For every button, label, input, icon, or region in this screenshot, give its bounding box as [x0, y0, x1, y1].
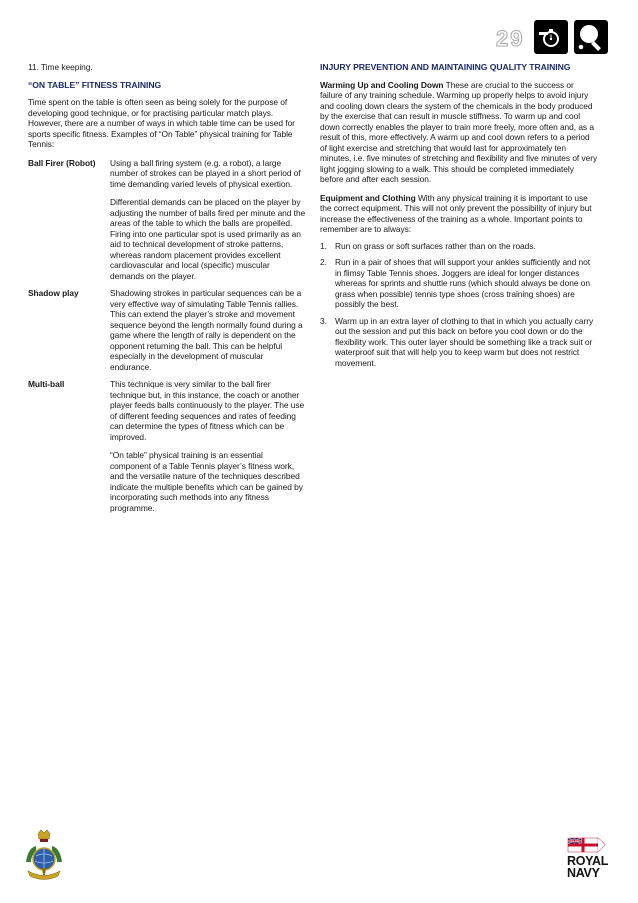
- page-number: 29: [496, 26, 525, 51]
- injury-prevention-heading: INJURY PREVENTION AND MAINTAINING QUALITY TRAINING: [320, 62, 571, 72]
- list-text: Warm up in an extra layer of clothing to that in which you actually carry out the session and put this back on before you cool down or do the flexibility work. This outer layer should be something like a track suit or waterproof suit that will help you to keep warm but does not restrict movement.: [335, 315, 594, 368]
- equipment-points-list: [320, 241, 598, 369]
- warmup-paragraph: [320, 80, 598, 185]
- list-number: 1.: [320, 240, 327, 251]
- stopwatch-icon: [534, 20, 568, 54]
- equipment-title: Equipment and Clothing: [320, 192, 416, 203]
- list-number: 2.: [320, 257, 327, 267]
- list-text: Run in a pair of shoes that will support your ankles sufficiently and not in flimsy Table Tennis shoes. Joggers are ideal for longer distances whereas for sprints and shuttle runs (which should always be done on grass when possible) tennis type shoes (cross training shoes) are possibly the best.: [335, 257, 591, 309]
- royal-navy-wordmark: [567, 856, 609, 879]
- term-label: Ball Firer (Robot): [28, 157, 96, 168]
- definition-paragraph: This technique is very similar to the ball firer technique but, in this instance, the coach or another player feeds balls continuously to the player. The use of different feeding sequences and rates of feeding can determine the types of fitness which can be improved.: [110, 379, 305, 442]
- navy-word: NAVY: [567, 865, 600, 880]
- term-shadow-play: [28, 288, 306, 379]
- on-table-heading: “ON TABLE” FITNESS TRAINING: [28, 79, 162, 90]
- list-item: [320, 257, 598, 310]
- white-ensign-icon: [565, 836, 609, 856]
- left-column: [28, 62, 306, 513]
- list-text: Run on grass or soft surfaces rather than on the roads.: [335, 240, 536, 251]
- term-label: Multi-ball: [28, 379, 65, 389]
- equipment-text: With any physical training it is important to use the correct equipment. This will not only prevent the possibility of injury but increase the effectiveness of the training as a whole. Important points to remember are to always:: [320, 192, 592, 234]
- on-table-intro: Time spent on the table is often seen as being solely for the purpose of developing good technique, or for practising particular match plays. However, there are a number of ways in which table time can be used for sports specific fitness. Examples of “On Table” physical training for Table Tennis:: [28, 97, 295, 149]
- term-label: Shadow play: [28, 288, 79, 298]
- definition-paragraph: Using a ball firing system (e.g. a robot), a large number of strokes can be played in a short period of time demanding varied levels of physical exertion.: [110, 157, 301, 189]
- term-definition: [110, 379, 306, 513]
- list-item: [320, 316, 598, 369]
- list-number: 3.: [320, 315, 327, 326]
- warmup-title: Warming Up and Cooling Down: [320, 79, 444, 90]
- time-keeping-item: 11. Time keeping.: [28, 62, 93, 72]
- term-ball-firer: [28, 158, 306, 289]
- equipment-paragraph: [320, 193, 598, 235]
- royal-navy-logo: [565, 836, 609, 884]
- royal-marines-crest-icon: [22, 828, 66, 884]
- royal-word: ROYAL: [567, 854, 609, 868]
- term-definition: [110, 158, 306, 289]
- term-multi-ball: [28, 379, 306, 513]
- term-definition: [110, 288, 306, 379]
- definition-paragraph: Differential demands can be placed on the player by adjusting the number of balls fired per minute and the areas of the table to which the balls are propelled. Firing into one particular spot is used primarily as an aid to technical development of stroke patterns, whereas random placement provides excellent cardiovascular and local (specific) muscular demands on the player.: [110, 197, 306, 281]
- definition-paragraph: “On table” physical training is an essential component of a Table Tennis player’s fitness work, and the versatile nature of the techniques described indicate the multiple benefits which can be gained by incorporating such methods into any fitness programme.: [110, 450, 303, 513]
- definition-paragraph: Shadowing strokes in particular sequences can be a very effective way of simulating Table Tennis rallies. This can extend the player’s stroke and movement sequence beyond the length normally found during a game where the length of rally is dependent on the opponent returning the ball. This can be helpful especially in the development of muscular endurance.: [110, 288, 303, 372]
- list-item: [320, 241, 598, 252]
- table-tennis-bat-icon: [574, 20, 608, 54]
- right-column: [320, 62, 598, 368]
- warmup-text: These are crucial to the success or failure of any training schedule. Warming up properly helps to avoid injury and cooling down clears the system of the chemicals in the body produced by the exercise that can result in muscle stiffness. To warm up and cool down correctly enables the player to train more freely, more often and, as a result of this, more effectively. A warm up and cool down refers to a period of light exercise and stretching that would last for approximately ten minutes, i.e. five minutes of stretching and flexibility and five minutes of very light jogging slowing to a walk. This should be completed immediately before and after each session.: [320, 79, 598, 184]
